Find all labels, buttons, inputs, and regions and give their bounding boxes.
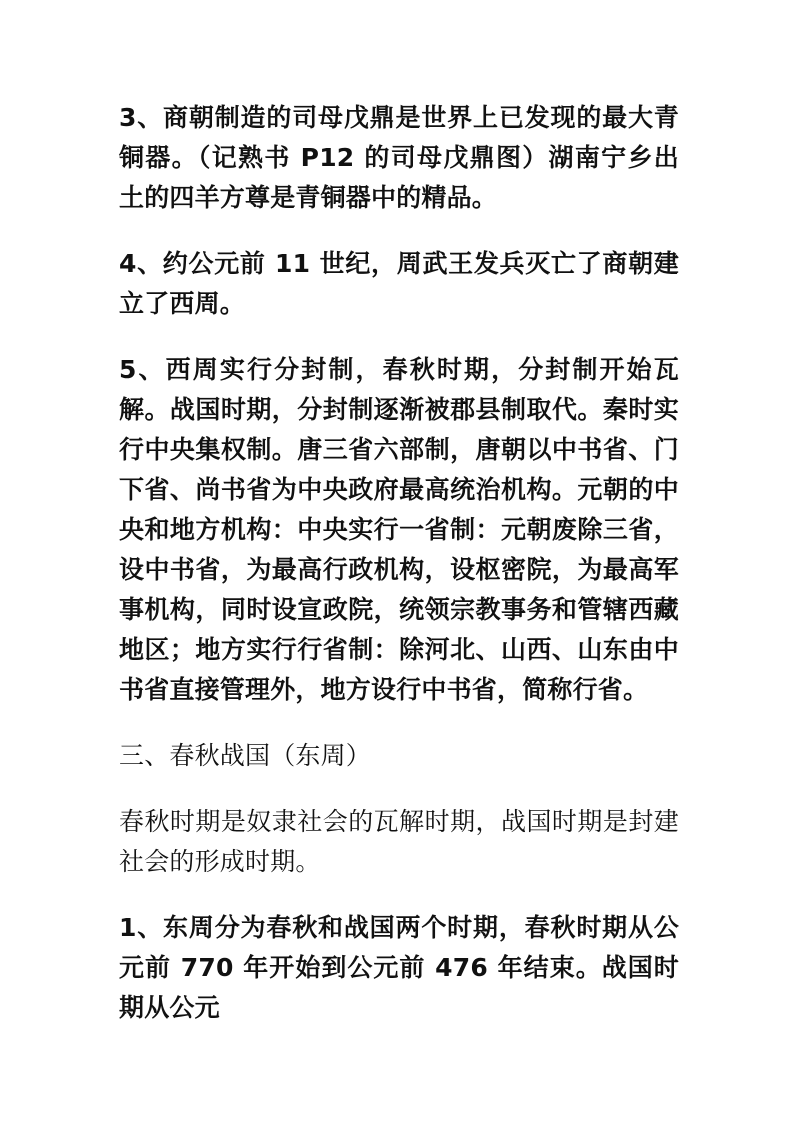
paragraph-society-transition: 春秋时期是奴隶社会的瓦解时期，战国时期是封建社会的形成时期。 [119,807,679,876]
paragraph-eastern-zhou-periods: 1、东周分为春秋和战国两个时期，春秋时期从公元前 770 年开始到公元前 476 年结束。战国时期从公元 [119,913,679,1022]
paragraph-bronze-ware: 3、商朝制造的司母戊鼎是世界上已发现的最大青铜器。（记熟书 P12 的司母戊鼎图）湖南宁乡出土的四羊方尊是青铜器中的精品。 [119,103,679,212]
paragraph-western-zhou: 4、约公元前 11 世纪，周武王发兵灭亡了商朝建立了西周。 [119,249,679,318]
paragraph-political-systems: 5、西周实行分封制，春秋时期，分封制开始瓦解。战国时期，分封制逐渐被郡县制取代。秦时实行中央集权制。唐三省六部制，唐朝以中书省、门下省、尚书省为中央政府最高统治机构。元朝的中央和地方机构：中央实行一省制：元朝废除三省，设中书省，为最高行政机构，设枢密院，为最高军事机构，同时设宣政院，统领宗教事务和管辖西藏地区；地方实行行省制：除河北、山西、山东由中书省直接管理外，地方设行中书省，简称行省。 [119,355,679,704]
section-heading-spring-autumn: 三、春秋战国（东周） [119,741,372,770]
document-body [119,98,679,1054]
